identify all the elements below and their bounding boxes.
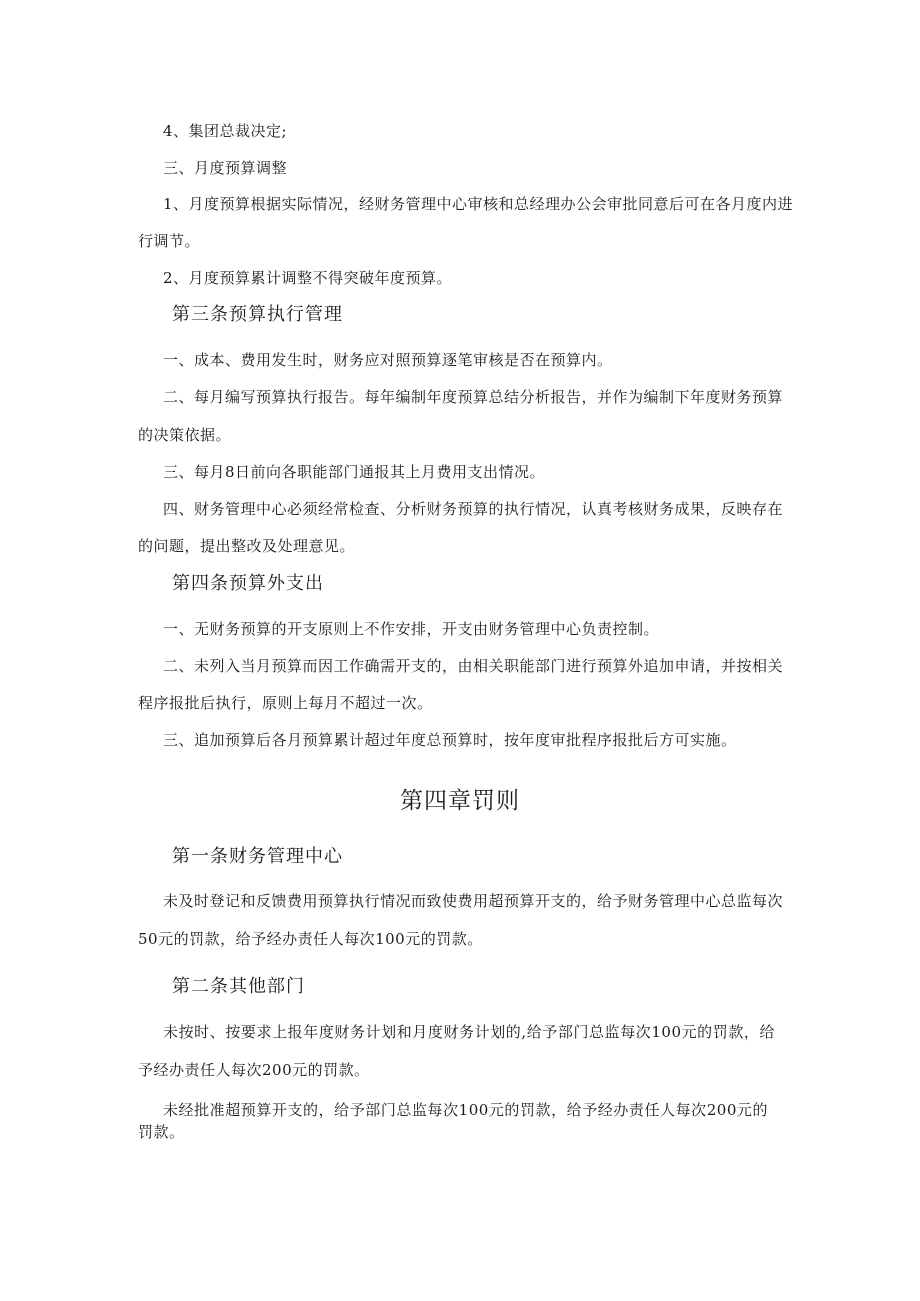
paragraph-line: 三、每月8日前向各职能部门通报其上月费用支出情况。 xyxy=(163,463,546,481)
paragraph-line: 未及时登记和反馈费用预算执行情况而致使费用超预算开支的，给予财务管理中心总监每次 xyxy=(163,892,784,910)
paragraph-line: 4、集团总裁决定; xyxy=(163,122,288,140)
paragraph-line: 未经批准超预算开支的，给予部门总监每次100元的罚款，给予经办责任人每次200元的 xyxy=(163,1101,768,1119)
paragraph-line: 一、无财务预算的开支原则上不作安排，开支由财务管理中心负责控制。 xyxy=(163,620,660,638)
paragraph-line: 一、成本、费用发生时，财务应对照预算逐笔审核是否在预算内。 xyxy=(163,351,613,369)
article-heading: 第二条其他部门 xyxy=(172,976,305,997)
paragraph-line: 的问题，提出整改及处理意见。 xyxy=(138,537,356,555)
paragraph-line: 50元的罚款，给予经办责任人每次100元的罚款。 xyxy=(138,930,483,948)
paragraph-line: 罚款。 xyxy=(138,1123,185,1141)
paragraph-line: 1、月度预算根据实际情况，经财务管理中心审核和总经理办公会审批同意后可在各月度内进 xyxy=(163,195,794,213)
paragraph-line: 予经办责任人每次200元的罚款。 xyxy=(138,1061,370,1079)
paragraph-line: 程序报批后执行，原则上每月不超过一次。 xyxy=(138,694,433,712)
paragraph-line: 2、月度预算累计调整不得突破年度预算。 xyxy=(163,269,453,287)
article-heading: 第一条财务管理中心 xyxy=(172,846,343,867)
chapter-heading: 第四章罚则 xyxy=(400,788,520,814)
paragraph-line: 二、未列入当月预算而因工作确需开支的，由相关职能部门进行预算外追加申请，并按相关 xyxy=(163,657,784,675)
paragraph-line: 三、追加预算后各月预算累计超过年度总预算时，按年度审批程序报批后方可实施。 xyxy=(163,731,737,749)
article-heading: 第四条预算外支出 xyxy=(172,573,324,594)
paragraph-line: 四、财务管理中心必须经常检查、分析财务预算的执行情况，认真考核财务成果，反映存在 xyxy=(163,500,784,518)
paragraph-line: 未按时、按要求上报年度财务计划和月度财务计划的,给予部门总监每次100元的罚款，给 xyxy=(163,1023,775,1041)
paragraph-line: 二、每月编写预算执行报告。每年编制年度预算总结分析报告，并作为编制下年度财务预算 xyxy=(163,388,784,406)
article-heading: 第三条预算执行管理 xyxy=(172,304,343,325)
paragraph-line: 行调节。 xyxy=(138,232,201,250)
section-title: 三、月度预算调整 xyxy=(163,159,288,177)
paragraph-line: 的决策依据。 xyxy=(138,426,232,444)
